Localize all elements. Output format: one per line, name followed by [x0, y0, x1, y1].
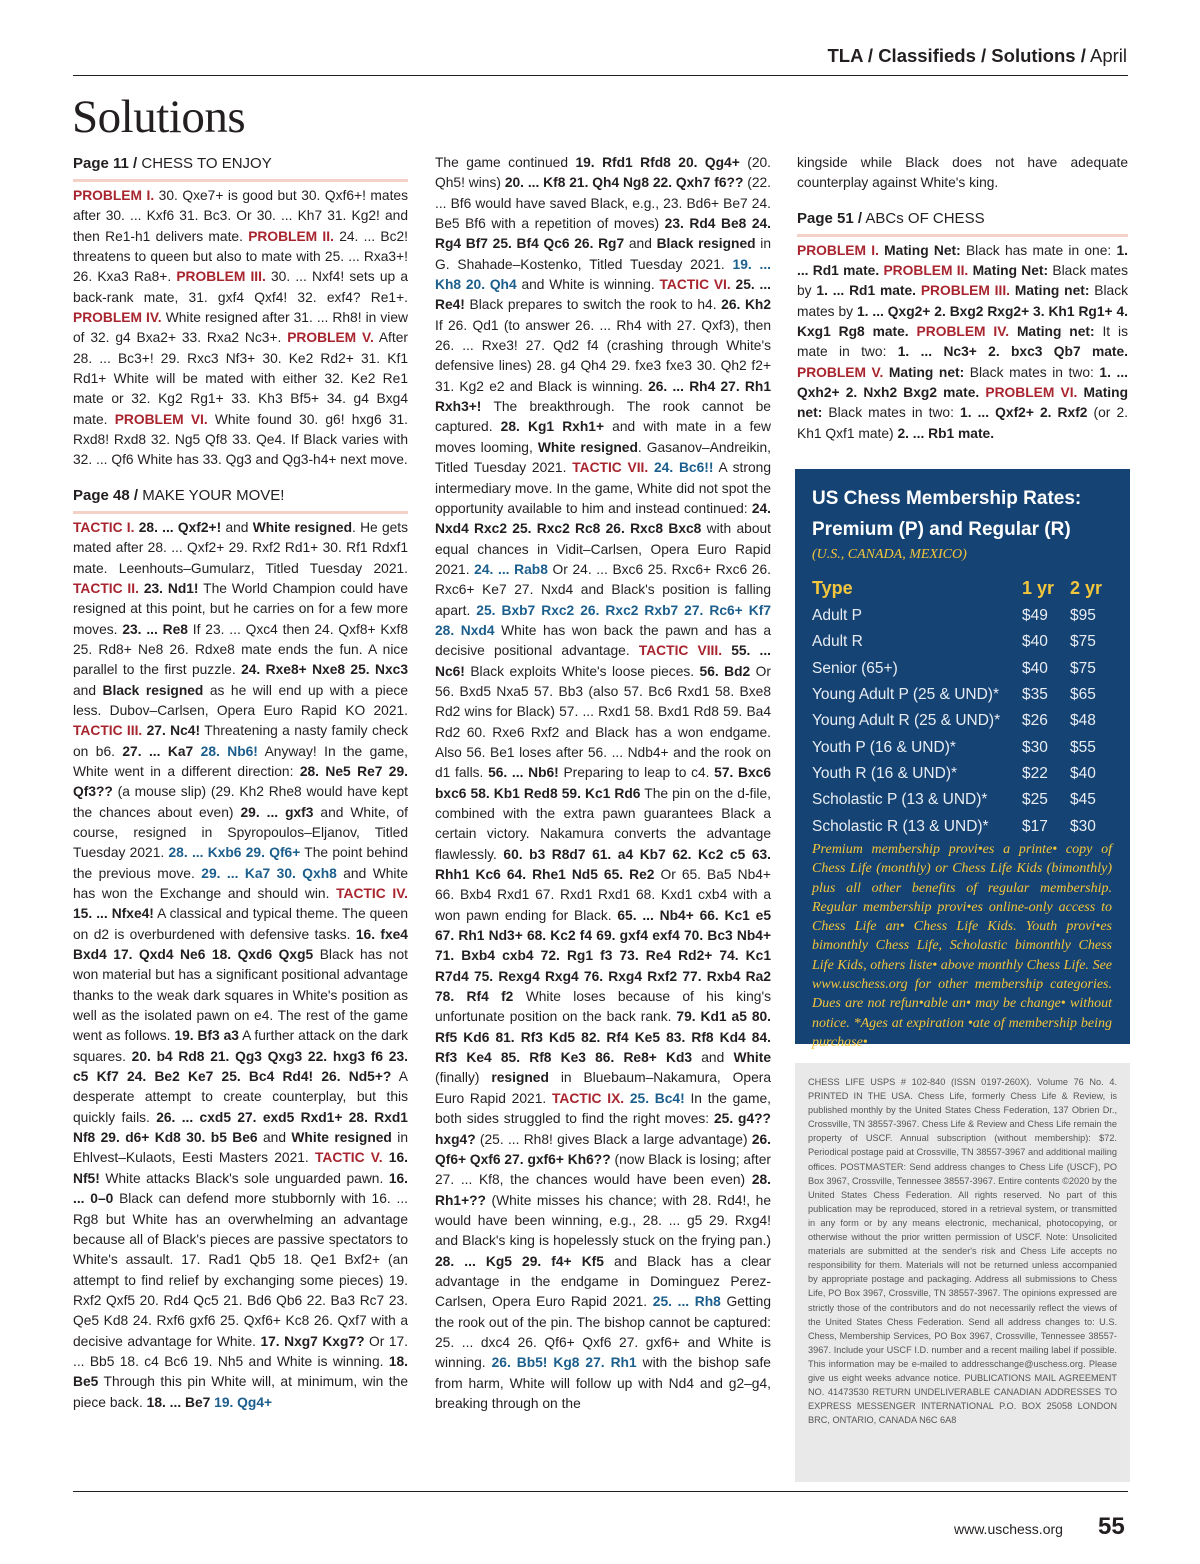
footer-url: www.uschess.org: [954, 1521, 1063, 1537]
publication-legal-text: CHESS LIFE USPS # 102-840 (ISSN 0197-260X). Volume 76 No. 4. PRINTED IN THE USA. Chess Life, formerly Chess Life & Review, is published monthly by the United States Chess Federation, 137 Obrien Dr., Crossville, TN 38557-3967. Chess Life & Review and Chess Life remain the property of USCF. Annual subscription (without membership): $72. Periodical postage paid at Crossville, TN 38557-3967 and additional mailing offices. POSTMASTER: Send address changes to Chess Life (USCF), PO Box 3967, Crossville, Tennessee 38557-3967. Entire contents ©2020 by the United States Chess Federation. All rights reserved. No part of this publication may be reproduced, stored in a retrieval system, or transmitted in any form or by any means electronic, mechanical, photocopying, or otherwise without the prior written permission of USCF. Note: Unsolicited materials are submitted at the sender's risk and Chess Life accepts no responsibility for them. Materials will not be returned unless accompanied by appropriate postage and packaging. Address all submissions to Chess Life, PO Box 3967, Crossville, TN 38557-3967. The opinions expressed are strictly those of the contributors and do not necessarily reflect the views of the United States Chess Federation. Send all address changes to: U.S. Chess, Membership Services, PO Box 3967, Crossville, Tennessee 38557-3967. Include your USCF I.D. number and a recent mailing label if possible. This information may be e-mailed to addresschange@uschess.org. Please give us eight weeks advance notice. PUBLICATIONS MAIL AGREEMENT NO. 41473530 RETURN UNDELIVERABLE CANADIAN ADDRESSES TO EXPRESS MESSENGER INTERNATIONAL P.O. BOX 25058 LONDON BRC, ONTARIO, CANADA N6C 6A8: [808, 1077, 1117, 1426]
section-heading-page51: Page 51 / ABCs OF CHESS: [797, 208, 1128, 237]
solutions-page48-end: kingside while Black does not have adequate counterplay against White's king.: [797, 155, 1128, 191]
membership-rates-box: [795, 469, 1130, 1050]
table-row: Youth R (16 & UND)* $22 $40: [812, 764, 1096, 782]
column-1: [73, 153, 408, 1413]
table-row: Adult P $49 $95: [812, 607, 1096, 625]
table-row: Young Adult P (25 & UND)* $35 $65: [812, 686, 1096, 704]
membership-rates-table: [812, 573, 1117, 840]
running-header: TLA / Classifieds / Solutions / April: [827, 45, 1127, 66]
rates-header-row: Type 1 yr 2 yr: [812, 577, 1103, 598]
table-row: Youth P (16 & UND)* $30 $55: [812, 738, 1096, 756]
membership-box-title: US Chess Membership Rates: Premium (P) and Regular (R): [812, 488, 1082, 540]
column-3: [797, 153, 1128, 444]
solutions-page51: PROBLEM I. Mating Net: Black has mate in one: 1. ... Rd1 mate. PROBLEM II. Mating Net: Black mates by 1. ... Rd1 mate. PROBLEM III. Mating net: Black mates by 1. ... Qxg2+ 2. Bxg2 Rxg2+ 3. Kh1 Rg1+ 4. Kxg1 Rg8 mate. PROBLEM IV. Mating net: It is mate in two: 1. ... Nc3+ 2. bxc3 Qb7 mate. PROBLEM V. Mating net: Black mates in two: 1. ... Qxh2+ 2. Nxh2 Bxg2 mate. PROBLEM VI. Mating net: Black mates in two: 1. ... Qxf2+ 2. Rxf2 (or 2. Kh1 Qxf1 mate) 2. ... Rb1 mate.: [797, 242, 1129, 441]
header-rule: [73, 75, 1128, 76]
column-2: [435, 153, 771, 1414]
page-title: Solutions: [72, 91, 246, 143]
membership-box-subtitle: (U.S., CANADA, MEXICO): [812, 547, 967, 562]
solutions-page11: PROBLEM I. 30. Qxe7+ is good but 30. Qxf6+! mates after 30. ... Kxf6 31. Bc3. Or 30. ... Kh7 31. Kg2! and then Re1-h1 delivers mate. PROBLEM II. 24. ... Bc2! threatens to queen but also to mate with 25. ... Rxa3+! 26. Kxa3 Ra8+. PROBLEM III. 30. ... Nxf4! sets up a back-rank mate, 31. gxf4 Qxf4! 32. exf4? Re1+. PROBLEM IV. White resigned after 31. ... Rh8! in view of 32. g4 Bxa2+ 33. Rxa2 Nc3+. PROBLEM V. After 28. ... Bc3+! 29. Rxc3 Nf3+ 30. Ke2 Rd2+ 31. Kf1 Rd1+ White will be mated with either 32. Ke2 Re1 mate or 32. Kg2 Rg1+ 33. Kh3 Bf5+ 34. g4 Bxg4 mate. PROBLEM VI. White found 30. g6! hxg6 31. Rxd8! Rxd8 32. Ng5 Qf8 33. Qe4. If Black varies with 32. ... Qf6 White has 33. Qg3 and Qg3-h4+ next move.: [73, 188, 409, 468]
table-row: Scholastic P (13 & UND)* $25 $45: [812, 791, 1096, 809]
solutions-page48: TACTIC I. 28. ... Qxf2+! and White resigned. He gets mated after 28. ... Qxf2+ 29. Rxf2 Rd1+ 30. Rf1 Rdxf1 mate. Leenhouts–Gumularz, Titled Tuesday 2021. TACTIC II. 23. Nd1! The World Champion could have resigned at this point, but he carries on for a few more moves. 23. ... Re8 If 23. ... Qxc4 then 24. Qxf8+ Kxf8 25. Rd8+ Ne8 26. Rdxe8 mate ends the fun. A nice parallel to the first puzzle. 24. Rxe8+ Nxe8 25. Nxc3 and Black resigned as he will end up with a piece less. Dubov–Carlsen, Opera Euro Rapid KO 2021. TACTIC III. 27. Nc4! Threatening a nasty family check on b6. 27. ... Ka7 28. Nb6! Anyway! In the game, White went in a different direction: 28. Ne5 Re7 29. Qf3?? (a mouse slip) (29. Kh2 Rhe8 would have kept the chances about even) 29. ... gxf3 and White, of course, resigned in Spyropoulos–Eljanov, Titled Tuesday 2021. 28. ... Kxb6 29. Qf6+ The point behind the previous move. 29. ... Ka7 30. Qxh8 and White has won the Exchange and should win. TACTIC IV. 15. ... Nfxe4! A classical and typical theme. The queen on d2 is overburdened with defensive tasks. 16. fxe4 Bxd4 17. Qxd4 Ne6 18. Qxd6 Qxg5 Black has not won material but has a significant positional advantage thanks to the weak dark squares in White's position as well as the isolated pawn on e4. The rest of the game went as follows. 19. Bf3 a3 A further attack on the dark squares. 20. b4 Rd8 21. Qg3 Qxg3 22. hxg3 f6 23. c5 Kf7 24. Be2 Ke7 25. Bc4 Rd4! 26. Nd5+? A desperate attempt to create counterplay, but this quickly fails. 26. ... cxd5 27. exd5 Rxd1+ 28. Rxd1 Nf8 29. d6+ Kd8 30. b5 Be6 and White resigned in Ehlvest–Kulaots, Eesti Masters 2021. TACTIC V. 16. Nf5! White attacks Black's sole unguarded pawn. 16. ... 0–0 Black can defend more stubbornly with 16. ... Rg8 but White has an overwhelming an advantage because all of Black's pieces are passive spectators to White's assault. 17. Rad1 Qb5 18. Qe1 Bxf2+ (an attempt to find relief by exchanging some pieces) 19. Rxf2 Qxf5 20. Rd4 Qc5 21. Bd6 Qb6 22. Ba3 Rc7 23. Qe5 Kd8 24. Rxf6 gxf6 25. Qxf6+ Kc8 26. Qxf7 with a decisive advantage for White. 17. Nxg7 Kxg7? Or 17. ... Bb5 18. c4 Bc6 19. Nh5 and White is winning. 18. Be5 Through this pin White will, at minimum, win the piece back. 18. ... Be7 19. Qg4+: [73, 519, 409, 1410]
table-row: Senior (65+) $40 $75: [812, 659, 1096, 677]
section-heading-page48: Page 48 / MAKE YOUR MOVE!: [73, 485, 408, 514]
page-number: 55: [1098, 1513, 1125, 1540]
solutions-page48-continued: The game continued 19. Rfd1 Rfd8 20. Qg4+ (20. Qh5! wins) 20. ... Kf8 21. Qh4 Ng8 22. Qxh7 f6?? (22. ... Bf6 would have saved Black, e.g., 23. Bd6+ Be7 24. Be5 Bf6 with a repetition of moves) 23. Rd4 Be8 24. Rg4 Bf7 25. Bf4 Qc6 26. Rg7 and Black resigned in G. Shahade–Kostenko, Titled Tuesday 2021. 19. ... Kh8 20. Qh4 and White is winning. TACTIC VI. 25. ... Re4! Black prepares to switch the rook to h4. 26. Kh2 If 26. Qd1 (to answer 26. ... Rh4 with 27. Qxf3), then 26. ... Rxe3! 27. Qd2 f4 (crashing through White's defensive lines) 28. g4 Qh4 29. fxe3 fxe3 30. Qh2 f2+ 31. Kg2 e2 and Black is winning. 26. ... Rh4 27. Rh1 Rxh3+! The breakthrough. The rook cannot be captured. 28. Kg1 Rxh1+ and with mate in a few moves looming, White resigned. Gasanov–Andreikin, Titled Tuesday 2021. TACTIC VII. 24. Bc6!! A strong intermediary move. In the game, White did not spot the opportunity available to him and instead continued: 24. Nxd4 Rxc2 25. Rxc2 Rc8 26. Rxc8 Bxc8 with about equal chances in Vidit–Carlsen, Opera Euro Rapid 2021. 24. ... Rab8 Or 24. ... Bxc6 25. Rxc6+ Rxc6 26. Rxc6+ Ke7 27. Nxd4 and Black's position is falling apart. 25. Bxb7 Rxc2 26. Rxc2 Rxb7 27. Rc6+ Kf7 28. Nxd4 White has won back the pawn and has a decisive positional advantage. TACTIC VIII. 55. ... Nc6! Black exploits White's loose pieces. 56. Bd2 Or 56. Bxd5 Nxa5 57. Bb3 (also 57. Bc6 Rxd1 58. Bxe8 Rd2 wins for Black) 57. ... Rxd1 58. Bxd1 Rd8 59. Ba4 Rd2 60. Rxe6 Rxf2 and Black has a won endgame. Also 56. Be1 loses after 56. ... Ndb4+ and the rook on d1 falls. 56. ... Nb6! Preparing to leap to c4. 57. Bxc6 bxc6 58. Kb1 Red8 59. Kc1 Rd6 The pin on the d-file, combined with the extra pawn guarantees Black a certain victory. Nakamura converts the advantage flawlessly. 60. b3 R8d7 61. a4 Kb7 62. Kc2 c5 63. Rhh1 Kc6 64. Rhe1 Nd5 65. Re2 Or 65. Ba5 Nb4+ 66. Bxb4 Rxd1 67. Rxd1 Rxd1 68. Kxd1 cxb4 with a won pawn ending for Black. 65. ... Nb4+ 66. Kc1 e5 67. Rh1 Nd3+ 68. Kc2 f4 69. gxf4 exf4 70. Bc3 Nb4+ 71. Bxb4 cxb4 72. Rg1 f3 73. Re4 Rd2+ 74. Kc1 R7d4 75. Rexg4 Rxg4 76. Rxg4 Rxf2 77. Rxb4 Ra2 78. Rf4 f2 White loses because of his king's unfortunate position on the back rank. 79. Kd1 a5 80. Rf5 Kd6 81. Rf3 Kd5 82. Rf4 Ke5 83. Rf8 Kd4 84. Rf3 Ke4 85. Rf8 Ke3 86. Re8+ Kd3 and White (finally) resigned in Bluebaum–Nakamura, Opera Euro Rapid 2021. TACTIC IX. 25. Bc4! In the game, both sides struggled to find the right moves: 25. g4?? hxg4? (25. ... Rh8! gives Black a large advantage) 26. Qf6+ Qxf6 27. gxf6+ Kh6?? (now Black is losing; after 27. ... Kf8, the chances would have been even) 28. Rh1+?? (White misses his chance; with 28. Rd4!, he would have been winning, e.g., 28. ... g5 29. Rxg4! and Black's king is hopelessly stuck on the frying pan.) 28. ... Kg5 29. f4+ Kf5 and Black has a clear advantage in the endgame in Dominguez Perez-Carlsen, Opera Euro Rapid 2021. 25. ... Rh8 Getting the rook out of the pin. The bishop cannot be captured: 25. ... dxc4 26. Qf6+ Qxf6 27. gxf6+ and White is winning. 26. Bb5! Kg8 27. Rh1 with the bishop safe from harm, White will follow up with Nd4 and g2–g4, breaking through on the: [435, 155, 772, 1411]
table-row: Young Adult R (25 & UND)* $26 $48: [812, 712, 1096, 730]
membership-note: Premium membership provi•es a printe• copy of Chess Life (monthly) or Chess Life Kids (bimonthly) plus all other benefits of regular membership. Regular membership provi•es online-only access to Chess Life an• Chess Life Kids. Youth provi•es bimonthly Chess Life, Scholastic bimonthly Chess Life Kids, others liste• above monthly Chess Life. See www.uschess.org for other membership categories. Dues are not refun•able an• may be change• without notice. *Ages at expiration •ate of membership being purchase•: [812, 842, 1112, 1050]
footer-rule: [73, 1491, 1128, 1492]
table-row: Scholastic R (13 & UND)* $17 $30: [812, 817, 1096, 835]
section-heading-page11: Page 11 / CHESS TO ENJOY: [73, 153, 408, 182]
publication-info-box: [795, 1063, 1130, 1482]
table-row: Adult R $40 $75: [812, 633, 1096, 651]
